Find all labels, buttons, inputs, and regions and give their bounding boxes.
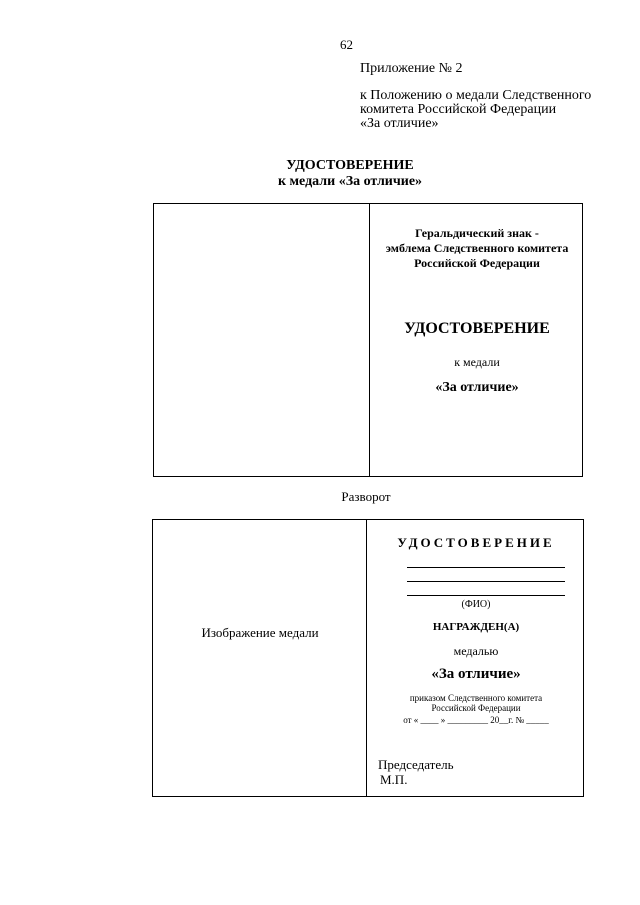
medal-image-placeholder: Изображение медали bbox=[201, 625, 319, 640]
spread-caption: Разворот bbox=[341, 489, 391, 504]
seal-label: М.П. bbox=[380, 772, 408, 787]
name-line bbox=[407, 567, 565, 568]
emblem-caption bbox=[370, 226, 584, 271]
cover-title: УДОСТОВЕРЕНИЕ bbox=[404, 320, 550, 337]
document-title-sub: к медали «За отличие» bbox=[277, 174, 423, 189]
appendix-ref-line: «За отличие» bbox=[360, 116, 439, 131]
chairman-label: Председатель bbox=[378, 757, 454, 772]
emblem-caption-line: Геральдический знак - bbox=[415, 226, 539, 240]
spread-title: УДОСТОВЕРЕНИЕ bbox=[397, 535, 555, 550]
appendix-ref-line: комитета Российской Федерации bbox=[360, 102, 557, 117]
cover-medal-name: «За отличие» bbox=[435, 380, 519, 395]
certificate-cover bbox=[153, 203, 583, 477]
certificate-spread bbox=[152, 519, 584, 797]
awarded-label: НАГРАЖДЕН(А) bbox=[432, 621, 520, 633]
fio-label: (ФИО) bbox=[461, 599, 491, 610]
name-line bbox=[407, 595, 565, 596]
medal-word: медалью bbox=[453, 644, 499, 658]
spread-medal-name: «За отличие» bbox=[431, 666, 521, 682]
document-title-main: УДОСТОВЕРЕНИЕ bbox=[286, 158, 414, 173]
emblem-caption-line: эмблема Следственного комитета bbox=[385, 241, 569, 255]
page-number: 62 bbox=[340, 37, 353, 52]
order-line: от « ____ » _________ 20__г. № _____ bbox=[403, 715, 549, 725]
emblem-caption-line: Российской Федерации bbox=[414, 256, 540, 270]
order-line: приказом Следственного комитета bbox=[409, 693, 543, 703]
document-title bbox=[0, 158, 640, 190]
order-line: Российской Федерации bbox=[431, 703, 521, 713]
name-line bbox=[407, 581, 565, 582]
cover-subtitle: к медали bbox=[454, 355, 500, 369]
appendix-ref-line: к Положению о медали Следственного bbox=[360, 88, 592, 103]
appendix-title: Приложение № 2 bbox=[360, 61, 463, 76]
appendix-reference bbox=[360, 89, 620, 131]
